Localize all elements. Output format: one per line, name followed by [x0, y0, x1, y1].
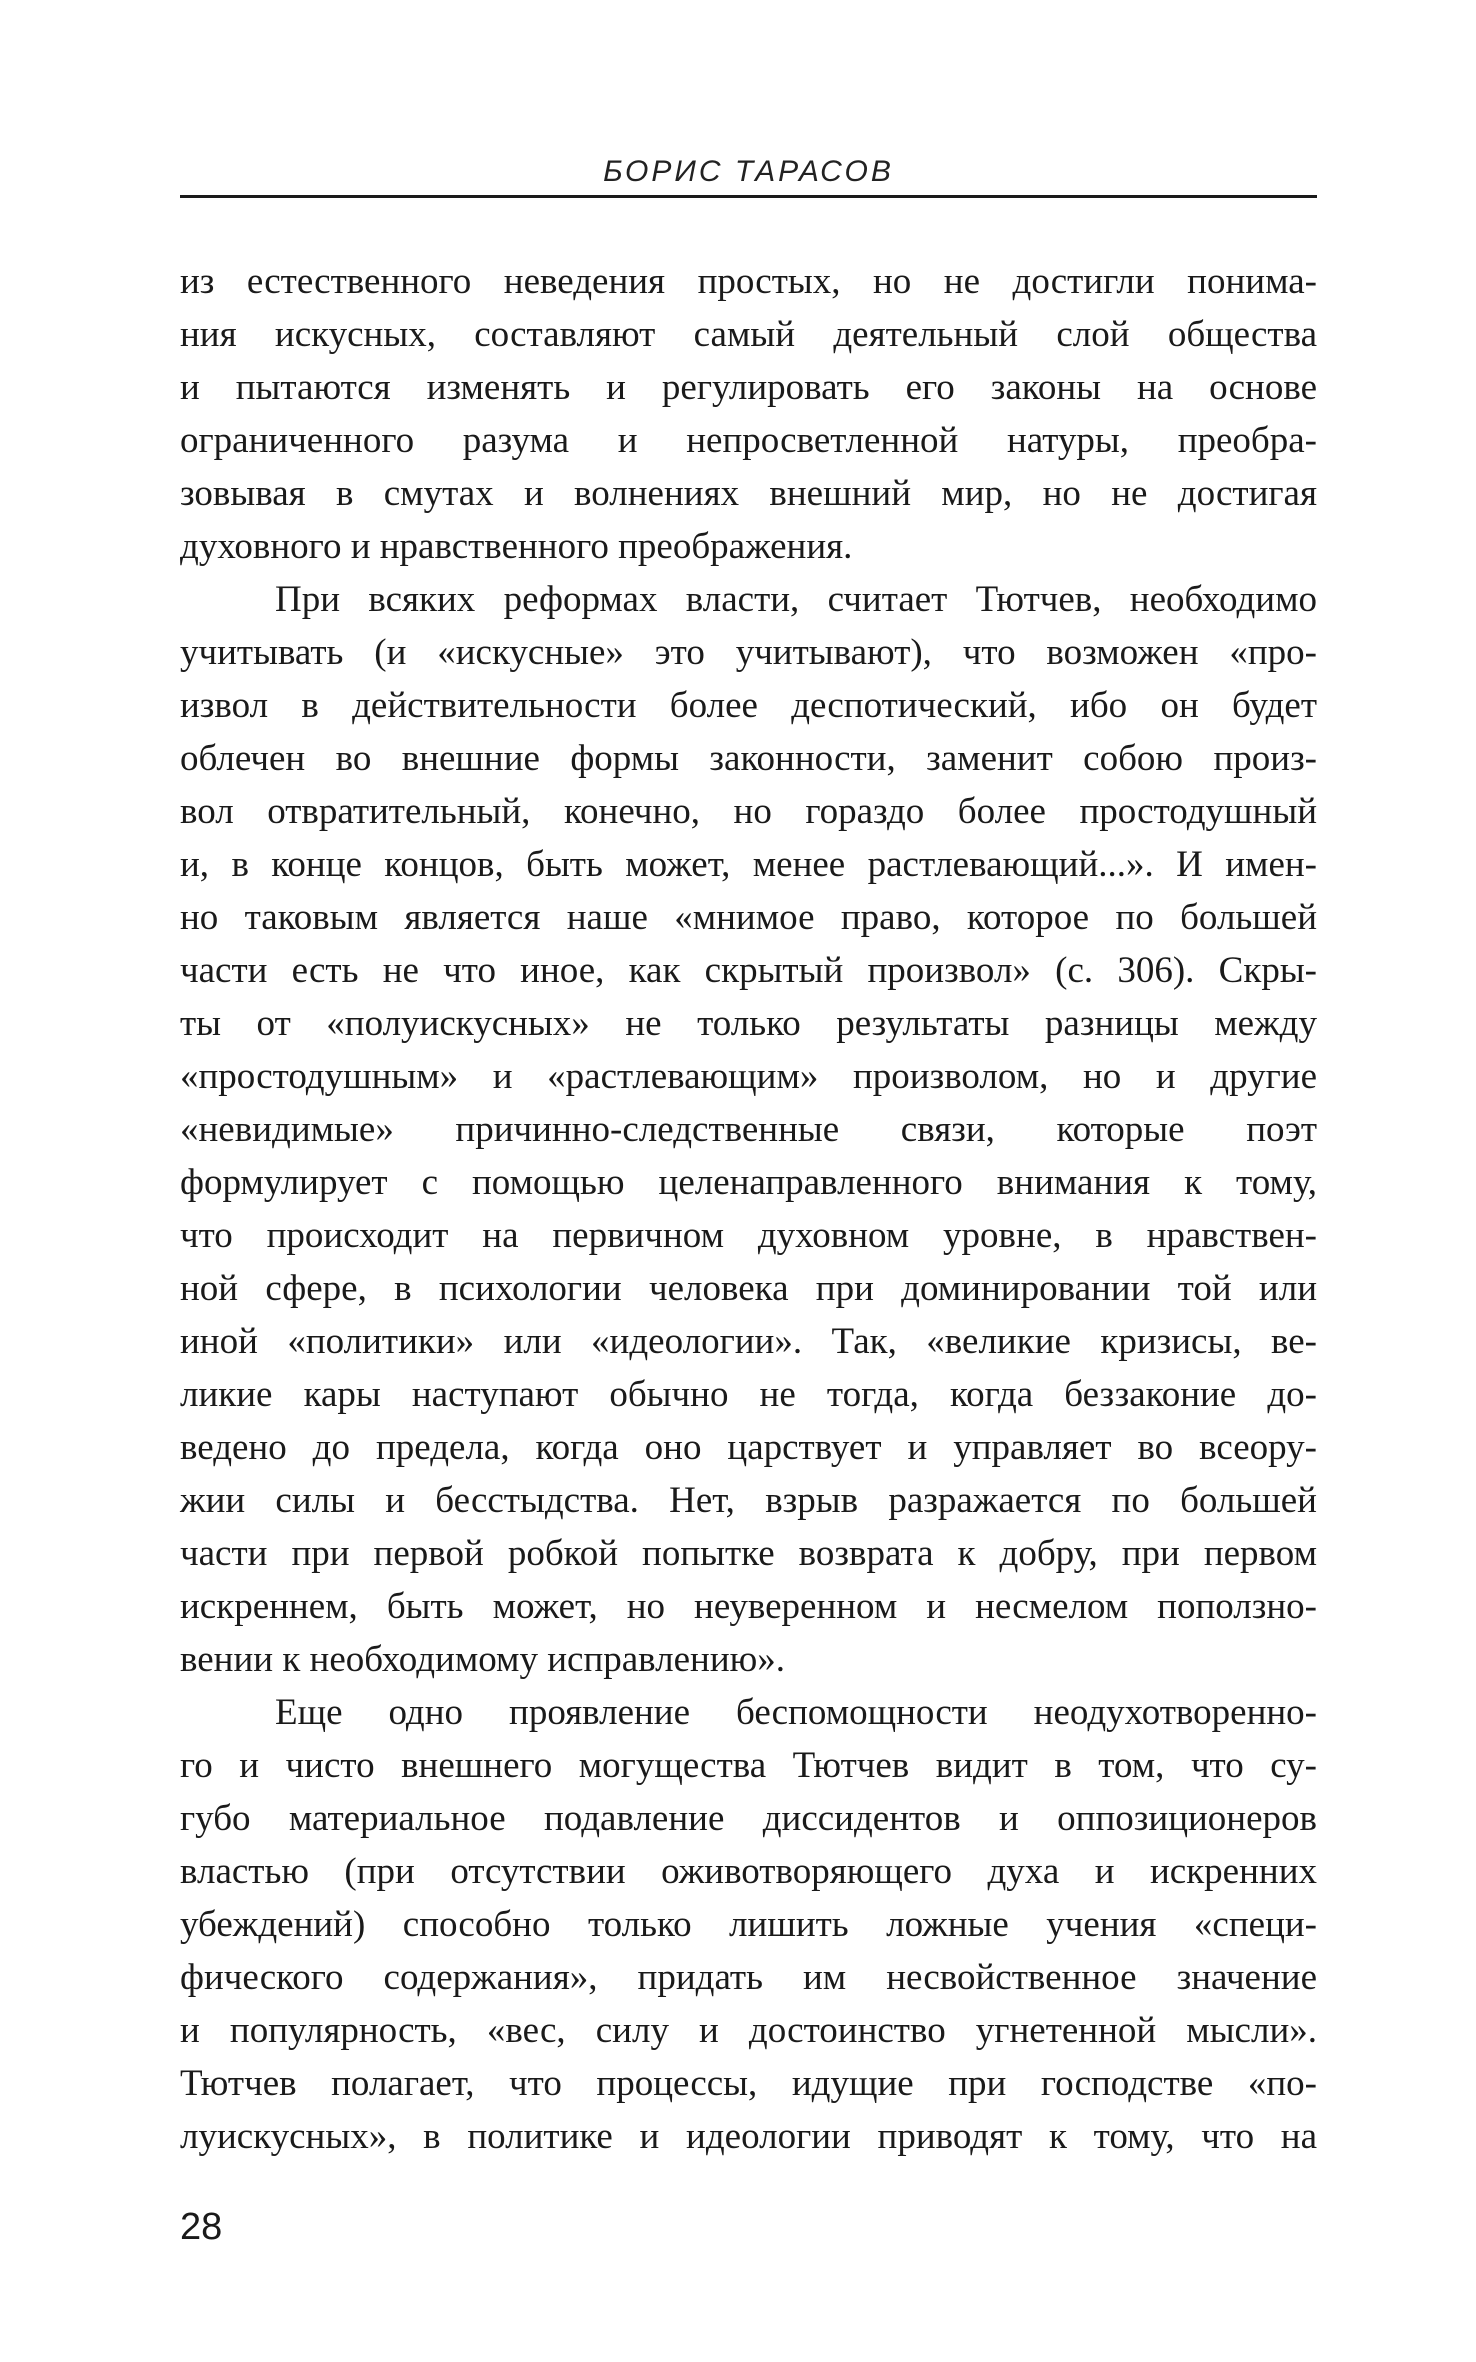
running-head: БОРИС ТАРАСОВ: [603, 155, 894, 188]
text-line: вении к необходимому исправлению».: [180, 1639, 786, 1680]
text-line: «простодушным» и «растлевающим» произволом, но и другие: [180, 1056, 1317, 1097]
text-line: го и чисто внешнего могущества Тютчев видит в том, что су-: [180, 1745, 1317, 1786]
text-line: ты от «полуискусных» не только результаты разницы между: [180, 1003, 1317, 1044]
text-line: иной «политики» или «идеологии». Так, «великие кризисы, ве-: [180, 1321, 1317, 1362]
text-line: «невидимые» причинно-следственные связи, которые поэт: [180, 1109, 1317, 1150]
text-line: властью (при отсутствии оживотворяющего духа и искренних: [180, 1851, 1317, 1892]
text-line: формулирует с помощью целенаправленного внимания к тому,: [180, 1162, 1317, 1203]
text-line: зовывая в смутах и волнениях внешний мир, но не достигая: [180, 473, 1317, 514]
text-line: части есть не что иное, как скрытый произвол» (с. 306). Скры-: [180, 950, 1317, 991]
text-line: извол в действительности более деспотический, ибо он будет: [180, 685, 1317, 726]
text-line: губо материальное подавление диссидентов и оппозиционеров: [180, 1798, 1317, 1839]
paragraph: [180, 255, 1317, 573]
text-line: луискусных», в политике и идеологии приводят к тому, что на: [180, 2116, 1317, 2157]
text-line: фического содержания», придать им несвойственное значение: [180, 1957, 1317, 1998]
text-line: ограниченного разума и непросветленной натуры, преобра-: [180, 420, 1317, 461]
text-line: вол отвратительный, конечно, но гораздо более простодушный: [180, 791, 1317, 832]
paragraph: [180, 1686, 1317, 2163]
text-line: из естественного неведения простых, но не достигли понима-: [180, 261, 1317, 302]
header-rule: [180, 195, 1317, 198]
text-line: но таковым является наше «мнимое право, которое по большей: [180, 897, 1317, 938]
text-line: облечен во внешние формы законности, заменит собою произ-: [180, 738, 1317, 779]
paragraph: [180, 573, 1317, 1686]
text-line: убеждений) способно только лишить ложные учения «специ-: [180, 1904, 1317, 1945]
text-line: учитывать (и «искусные» это учитывают), что возможен «про-: [180, 632, 1317, 673]
text-line: ния искусных, составляют самый деятельный слой общества: [180, 314, 1317, 355]
text-line: ликие кары наступают обычно не тогда, когда беззаконие до-: [180, 1374, 1317, 1415]
text-line: что происходит на первичном духовном уровне, в нравствен-: [180, 1215, 1317, 1256]
text-line: жии силы и бесстыдства. Нет, взрыв разражается по большей: [180, 1480, 1317, 1521]
text-line: и пытаются изменять и регулировать его законы на основе: [180, 367, 1317, 408]
text-line: духовного и нравственного преображения.: [180, 526, 853, 567]
text-line: и популярность, «вес, силу и достоинство угнетенной мысли».: [180, 2010, 1317, 2051]
page-number: 28: [180, 2206, 223, 2248]
text-line: Еще одно проявление беспомощности неодухотворенно-: [275, 1692, 1317, 1733]
text-line: При всяких реформах власти, считает Тютчев, необходимо: [275, 579, 1317, 620]
text-line: ной сфере, в психологии человека при доминировании той или: [180, 1268, 1317, 1309]
text-line: и, в конце концов, быть может, менее растлевающий...». И имен-: [180, 844, 1317, 885]
body-text: [180, 255, 1317, 2163]
text-line: Тютчев полагает, что процессы, идущие при господстве «по-: [180, 2063, 1317, 2104]
text-line: части при первой робкой попытке возврата к добру, при первом: [180, 1533, 1317, 1574]
text-line: ведено до предела, когда оно царствует и управляет во всеору-: [180, 1427, 1317, 1468]
text-line: искреннем, быть может, но неуверенном и несмелом поползно-: [180, 1586, 1317, 1627]
